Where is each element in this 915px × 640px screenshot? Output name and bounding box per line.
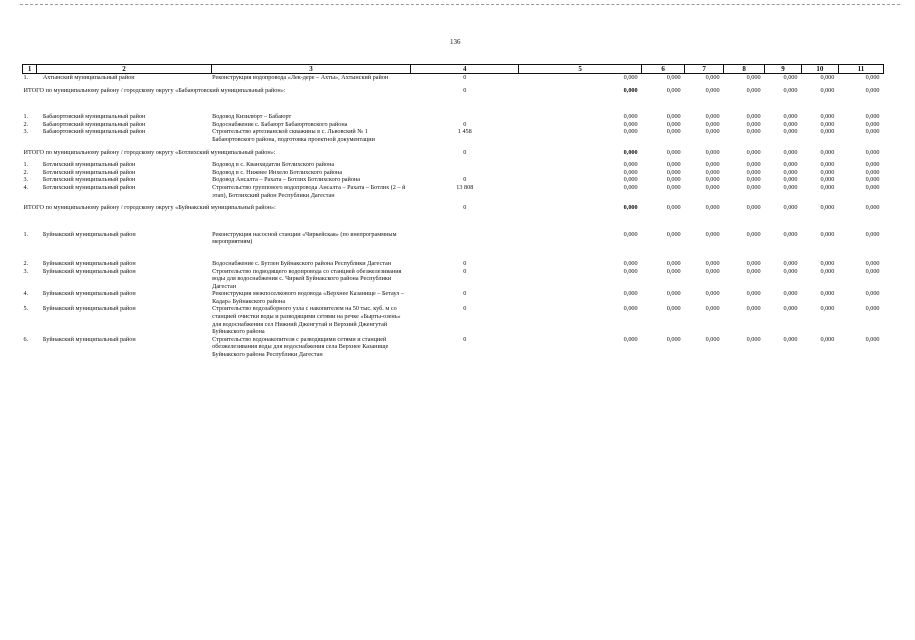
row-number: 1. [23,230,29,238]
value-cell: 0,000 [666,259,681,267]
value-cell: 0,000 [746,183,761,191]
district-cell: Ботлихский муниципальный район [42,176,136,184]
district-cell: Буйнакский муниципальный район [42,335,136,343]
district-cell: Бабаюртовский муниципальный район [42,120,146,128]
value-cell: 0,000 [783,230,798,238]
col4-cell: 0 [463,74,467,81]
value-cell: 0,000 [705,161,720,169]
col4-cell [411,169,519,177]
table-row [23,161,884,169]
value-cell: 0,000 [746,128,761,136]
district-cell: Ботлихский муниципальный район [42,183,136,191]
value-cell: 0,000 [865,128,880,136]
value-cell: 0,000 [783,168,798,176]
value-cell: 0,000 [820,230,835,238]
value-cell: 0,000 [820,128,835,136]
value-cell: 0,000 [746,120,761,128]
col4-cell: 0 [463,267,467,275]
value-cell: 0,000 [666,74,681,81]
row-number: 2. [23,120,29,128]
value-cell: 0,000 [820,259,835,267]
value-cell: 0,000 [746,290,761,298]
value-cell: 0,000 [705,335,720,343]
value-cell: 0,000 [705,74,720,81]
value-cell: 0,000 [705,305,720,313]
header-cell: 8 [724,65,765,74]
col4-cell: 0 [463,86,467,94]
col4-cell: 0 [463,176,467,184]
value-cell: 0,000 [705,113,720,121]
value-cell: 0,000 [666,120,681,128]
value-cell: 0,000 [865,176,880,184]
value-cell: 0,000 [783,113,798,121]
row-number: 4. [23,183,29,191]
value-cell: 0,000 [666,86,681,94]
table-row [23,169,884,177]
value-cell: 0,000 [623,176,638,184]
value-cell: 0,000 [783,204,798,212]
value-cell: 0,000 [820,305,835,313]
row-number: 3. [23,267,29,275]
value-cell: 0,000 [865,305,880,313]
value-cell: 0,000 [865,113,880,121]
table-row [23,260,884,268]
value-cell: 0,000 [820,113,835,121]
total-label: ИТОГО по муниципальному району / городскому округу «Буйнакский муниципальный район»: [23,204,276,212]
value-cell: 0,000 [783,128,798,136]
project-cell: Строительство группового водопровода Ансалта – Рахата – Ботлих (2 – й этап), Ботлихский район Республики Дагестан [212,183,406,199]
col4-cell [411,161,519,169]
district-cell: Ботлихский муниципальный район [42,168,136,176]
col4-cell: 0 [463,305,467,313]
total-row [23,144,884,162]
col4-cell: 13 808 [456,183,474,191]
project-cell: Водовод в с. Нижнее Инхело Ботлихского района [212,168,343,176]
table-row [23,290,884,305]
value-cell: 0,000 [623,86,638,94]
row-number: 1. [23,161,29,169]
value-cell: 0,000 [623,120,638,128]
project-cell: Водовод Кизилюрт – Бабаюрт [212,113,292,121]
table-row [23,305,884,335]
col4-cell: 1 458 [457,128,472,136]
table-row [23,74,884,82]
district-cell: Ботлихский муниципальный район [42,161,136,169]
spacer-row [23,99,884,113]
value-cell: 0,000 [783,183,798,191]
value-cell: 0,000 [746,74,761,81]
value-cell: 0,000 [820,183,835,191]
value-cell: 0,000 [820,148,835,156]
value-cell: 0,000 [746,204,761,212]
project-cell: Строительство водонакопителя с разводящими сетями и станцией обезжелезивания воды для водоснабжения села Верхнее Казанище Буйнакского района Республики Дагестан [212,335,389,359]
header-cell: 10 [801,65,838,74]
value-cell: 0,000 [623,267,638,275]
col4-cell: 0 [463,259,467,267]
value-cell: 0,000 [746,230,761,238]
budget-table [22,64,884,359]
value-cell: 0,000 [865,290,880,298]
row-number: 5. [23,305,29,313]
scan-top-edge [20,4,900,5]
value-cell: 0,000 [865,335,880,343]
row-number: 2. [23,259,29,267]
row-number: 1. [23,74,29,81]
value-cell: 0,000 [783,148,798,156]
col4-cell: 0 [463,148,467,156]
col4-cell: 0 [463,204,467,212]
value-cell: 0,000 [623,290,638,298]
value-cell: 0,000 [783,290,798,298]
header-cell: 2 [37,65,211,74]
header-cell: 5 [519,65,642,74]
district-cell: Буйнакский муниципальный район [42,267,136,275]
page-number: 136 [450,38,461,46]
value-cell: 0,000 [705,204,720,212]
value-cell: 0,000 [865,230,880,238]
value-cell: 0,000 [820,204,835,212]
total-label: ИТОГО по муниципальному району / городскому округу «Ботлихский муниципальный район»: [23,148,276,156]
table-row [23,231,884,246]
value-cell: 0,000 [666,230,681,238]
project-cell: Водовод Ансалта – Рахата – Ботлих Ботлихского района [212,176,361,184]
row-number: 3. [23,176,29,184]
header-cell: 9 [765,65,802,74]
spacer-cell [23,246,884,260]
value-cell: 0,000 [666,148,681,156]
value-cell: 0,000 [623,259,638,267]
value-cell: 0,000 [865,148,880,156]
value-cell: 0,000 [783,120,798,128]
value-cell: 0,000 [746,176,761,184]
value-cell: 0,000 [865,259,880,267]
row-number: 4. [23,290,29,298]
header-cell: 1 [23,65,37,74]
spacer-row [23,217,884,231]
value-cell: 0,000 [783,74,798,81]
row-number: 2. [23,168,29,176]
total-label: ИТОГО по муниципальному району / городскому округу «Бабаюртовский муниципальный район»: [23,86,286,94]
table-row [23,128,884,143]
value-cell: 0,000 [623,113,638,121]
value-cell: 0,000 [623,168,638,176]
value-cell: 0,000 [666,128,681,136]
table-row [23,176,884,184]
spacer-cell [23,217,884,231]
value-cell: 0,000 [746,148,761,156]
project-cell: Строительство водозаборного узла с накопителем на 50 тыс. куб. м со станцией очистки воды и разводящими сетями на речке «Бырты-озень» для водоснабжения сел Нижний Дженгутай и Верхний Дженгутай Буйнакского района [212,305,401,336]
total-row [23,82,884,100]
project-cell: Строительство подводящего водопровода со станцией обезжелезивания воды для водоснабжения с. Чиркей Буйнакского района Республики Дагестан [212,267,402,290]
value-cell: 0,000 [705,290,720,298]
value-cell: 0,000 [820,86,835,94]
project-cell: Водоснабжение с. Бабаюрт Бабаюртовского района [212,120,348,128]
value-cell: 0,000 [623,128,638,136]
value-cell: 0,000 [865,204,880,212]
value-cell: 0,000 [666,305,681,313]
value-cell: 0,000 [746,113,761,121]
value-cell: 0,000 [623,183,638,191]
value-cell: 0,000 [666,204,681,212]
header-row [23,65,884,74]
header-cell: 6 [642,65,685,74]
value-cell: 0,000 [705,267,720,275]
value-cell: 0,000 [666,335,681,343]
district-cell: Буйнакский муниципальный район [42,259,136,267]
district-cell: Буйнакский муниципальный район [42,230,136,238]
value-cell: 0,000 [666,267,681,275]
value-cell: 0,000 [666,161,681,169]
table-row [23,121,884,129]
district-cell: Бабаюртовский муниципальный район [42,113,146,121]
value-cell: 0,000 [623,305,638,313]
value-cell: 0,000 [705,128,720,136]
row-number: 6. [23,335,29,343]
value-cell: 0,000 [705,120,720,128]
value-cell: 0,000 [666,290,681,298]
value-cell: 0,000 [820,74,835,81]
table-row [23,268,884,291]
header-cell: 4 [411,65,519,74]
value-cell: 0,000 [820,120,835,128]
value-cell: 0,000 [865,267,880,275]
spacer-row [23,246,884,260]
value-cell: 0,000 [746,168,761,176]
value-cell: 0,000 [623,204,638,212]
table-row [23,336,884,359]
value-cell: 0,000 [705,183,720,191]
project-cell: Водоснабжение с. Буглен Буйнакского района Республики Дагестан [212,259,392,267]
col4-cell: 0 [463,120,467,128]
value-cell: 0,000 [865,183,880,191]
table-row [23,184,884,199]
value-cell: 0,000 [705,148,720,156]
value-cell: 0,000 [705,176,720,184]
value-cell: 0,000 [783,267,798,275]
col4-cell: 0 [463,335,467,343]
value-cell: 0,000 [783,176,798,184]
spacer-cell [23,99,884,113]
row-number: 1. [23,113,29,121]
col4-cell [411,231,519,246]
value-cell: 0,000 [820,335,835,343]
col4-cell [411,113,519,121]
value-cell: 0,000 [783,161,798,169]
value-cell: 0,000 [820,161,835,169]
project-cell: Реконструкция водопровода «Лек-дере – Ахты», Ахтынский район [212,74,389,81]
header-cell: 3 [211,65,411,74]
value-cell: 0,000 [865,86,880,94]
total-row [23,199,884,217]
value-cell: 0,000 [820,267,835,275]
value-cell: 0,000 [746,305,761,313]
value-cell: 0,000 [865,74,880,81]
value-cell: 0,000 [865,120,880,128]
value-cell: 0,000 [705,86,720,94]
value-cell: 0,000 [783,259,798,267]
value-cell: 0,000 [623,161,638,169]
value-cell: 0,000 [783,305,798,313]
value-cell: 0,000 [746,259,761,267]
value-cell: 0,000 [705,230,720,238]
value-cell: 0,000 [746,161,761,169]
value-cell: 0,000 [746,267,761,275]
project-cell: Реконструкция межпоселкового водовода «Верхнее Казанище – Бетаул – Кадар» Буйнакского района [212,290,405,305]
value-cell: 0,000 [783,86,798,94]
value-cell: 0,000 [783,335,798,343]
table-row [23,113,884,121]
value-cell: 0,000 [865,168,880,176]
district-cell: Ахтынский муниципальный район [42,74,135,81]
district-cell: Бабаюртовский муниципальный район [42,128,146,136]
value-cell: 0,000 [623,335,638,343]
value-cell: 0,000 [666,176,681,184]
header-cell: 7 [685,65,724,74]
value-cell: 0,000 [865,161,880,169]
value-cell: 0,000 [746,86,761,94]
value-cell: 0,000 [820,290,835,298]
header-cell: 11 [838,65,883,74]
value-cell: 0,000 [820,176,835,184]
value-cell: 0,000 [623,148,638,156]
value-cell: 0,000 [746,335,761,343]
value-cell: 0,000 [666,183,681,191]
project-cell: Водовод в с. Кванхидатли Ботлихского района [212,161,335,169]
row-number: 3. [23,128,29,136]
value-cell: 0,000 [666,168,681,176]
value-cell: 0,000 [820,168,835,176]
value-cell: 0,000 [623,230,638,238]
col4-cell: 0 [463,290,467,298]
project-cell: Строительство артезианской скважины в с. Львовский № 1 Бабаюртовского района, подготовка проектной документации [212,128,375,143]
value-cell: 0,000 [705,259,720,267]
district-cell: Буйнакский муниципальный район [42,305,136,313]
value-cell: 0,000 [623,74,638,81]
district-cell: Буйнакский муниципальный район [42,290,136,298]
value-cell: 0,000 [666,113,681,121]
value-cell: 0,000 [705,168,720,176]
project-cell: Реконструкция насосной станции «Чиркейская» (по внепрограммным мероприятиям) [212,230,397,246]
